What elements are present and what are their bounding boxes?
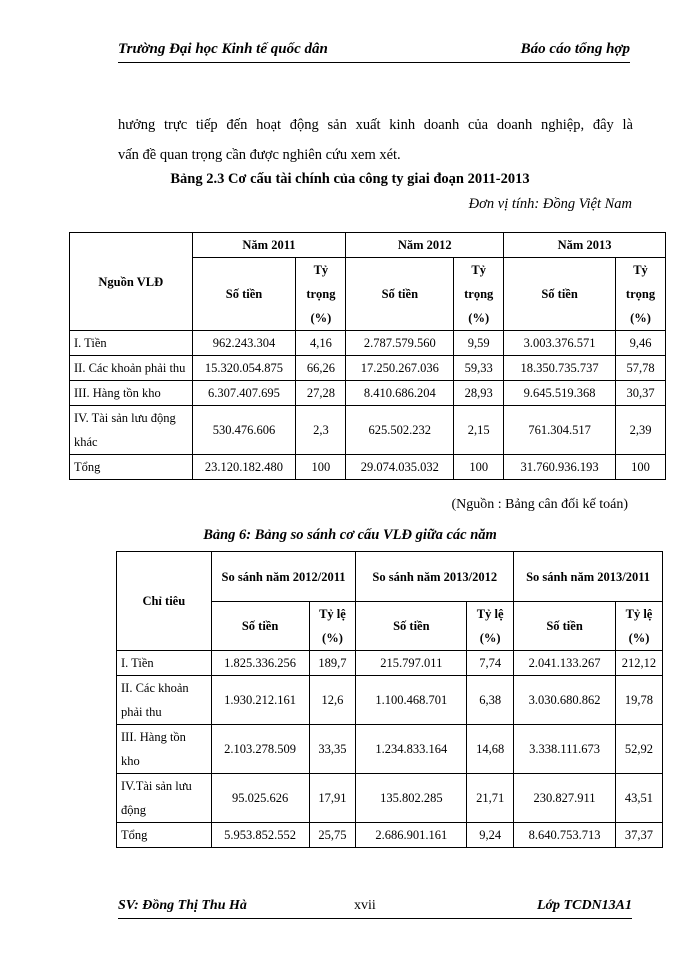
cell-amount: 230.827.911 (514, 774, 616, 823)
table2-col-amount: Số tiền (356, 602, 467, 651)
table1-col-ratio: Tỷ trọng (%) (454, 258, 504, 331)
cell-ratio: 52,92 (615, 725, 662, 774)
table1-year: Năm 2011 (192, 233, 346, 258)
table1-source: (Nguồn : Bảng cân đối kế toán) (451, 497, 628, 512)
cell-ratio: 14,68 (467, 725, 514, 774)
cell-ratio: 2,39 (616, 406, 666, 455)
table-financial-structure (69, 232, 666, 480)
table-row (117, 676, 663, 725)
row-label: Tổng (70, 455, 193, 480)
cell-amount: 18.350.735.737 (504, 356, 616, 381)
cell-amount: 8.410.686.204 (346, 381, 454, 406)
cell-ratio: 100 (296, 455, 346, 480)
table1-unit: Đơn vị tính: Đồng Việt Nam (468, 196, 632, 212)
cell-amount: 95.025.626 (211, 774, 309, 823)
page-number: xvii (354, 898, 376, 913)
row-label: I. Tiền (70, 331, 193, 356)
table2-group: So sánh năm 2013/2011 (514, 552, 663, 602)
cell-amount: 3.003.376.571 (504, 331, 616, 356)
table-row-total (117, 823, 663, 848)
table-row (117, 774, 663, 823)
cell-amount: 2.103.278.509 (211, 725, 309, 774)
table-row (70, 356, 666, 381)
body-paragraph (118, 110, 633, 170)
footer-class: Lớp TCDN13A1 (536, 898, 632, 913)
cell-amount: 215.797.011 (356, 651, 467, 676)
cell-ratio: 21,71 (467, 774, 514, 823)
cell-amount: 2.787.579.560 (346, 331, 454, 356)
cell-amount: 17.250.267.036 (346, 356, 454, 381)
table-row (117, 651, 663, 676)
cell-amount: 2.686.901.161 (356, 823, 467, 848)
paragraph-line-2: vấn đề quan trọng cần được nghiên cứu xem xét. (118, 147, 401, 163)
footer-student: SV: Đồng Thị Thu Hà (118, 898, 247, 913)
cell-ratio: 9,24 (467, 823, 514, 848)
cell-ratio: 17,91 (309, 774, 356, 823)
cell-ratio: 2,3 (296, 406, 346, 455)
cell-ratio: 33,35 (309, 725, 356, 774)
row-label: IV.Tài sản lưu động (117, 774, 212, 823)
row-label: III. Hàng tồn kho (117, 725, 212, 774)
cell-ratio: 4,16 (296, 331, 346, 356)
table2-col-ratio: Tỷ lệ (%) (467, 602, 514, 651)
cell-ratio: 212,12 (615, 651, 662, 676)
header-school: Trường Đại học Kinh tế quốc dân (118, 41, 328, 57)
table-comparison (116, 551, 663, 848)
cell-amount: 1.100.468.701 (356, 676, 467, 725)
table2-col-ratio: Tỷ lệ (%) (615, 602, 662, 651)
cell-ratio: 66,26 (296, 356, 346, 381)
row-label: I. Tiền (117, 651, 212, 676)
table2-row-header: Chỉ tiêu (117, 552, 212, 651)
table-row (70, 331, 666, 356)
table1-col-amount: Số tiền (192, 258, 296, 331)
cell-ratio: 30,37 (616, 381, 666, 406)
cell-ratio: 25,75 (309, 823, 356, 848)
cell-ratio: 12,6 (309, 676, 356, 725)
table1-year: Năm 2012 (346, 233, 504, 258)
cell-amount: 23.120.182.480 (192, 455, 296, 480)
cell-ratio: 19,78 (615, 676, 662, 725)
table2-group: So sánh năm 2012/2011 (211, 552, 356, 602)
row-label: II. Các khoản phải thu (70, 356, 193, 381)
cell-ratio: 28,93 (454, 381, 504, 406)
cell-amount: 1.930.212.161 (211, 676, 309, 725)
cell-ratio: 2,15 (454, 406, 504, 455)
page-header (118, 38, 630, 63)
table-row-total (70, 455, 666, 480)
cell-ratio: 59,33 (454, 356, 504, 381)
cell-ratio: 6,38 (467, 676, 514, 725)
cell-ratio: 43,51 (615, 774, 662, 823)
cell-ratio: 189,7 (309, 651, 356, 676)
cell-amount: 135.802.285 (356, 774, 467, 823)
table1-col-ratio: Tỷ trọng (%) (296, 258, 346, 331)
cell-ratio: 100 (616, 455, 666, 480)
table2-title: Bảng 6: Bảng so sánh cơ cấu VLĐ giữa các năm (203, 527, 497, 543)
table-row (117, 725, 663, 774)
paragraph-line-1: hưởng trực tiếp đến hoạt động sản xuất kinh doanh của doanh nghiệp, đây là (118, 117, 633, 133)
cell-amount: 761.304.517 (504, 406, 616, 455)
table2-col-amount: Số tiền (514, 602, 616, 651)
table-row (70, 381, 666, 406)
cell-amount: 962.243.304 (192, 331, 296, 356)
table1-row-header: Nguồn VLĐ (70, 233, 193, 331)
cell-amount: 3.030.680.862 (514, 676, 616, 725)
cell-amount: 6.307.407.695 (192, 381, 296, 406)
cell-amount: 2.041.133.267 (514, 651, 616, 676)
table2-col-amount: Số tiền (211, 602, 309, 651)
cell-ratio: 7,74 (467, 651, 514, 676)
cell-ratio: 9,59 (454, 331, 504, 356)
cell-amount: 8.640.753.713 (514, 823, 616, 848)
table2-col-ratio: Tỷ lệ (%) (309, 602, 356, 651)
table1-col-ratio: Tỷ trọng (%) (616, 258, 666, 331)
table-row (70, 406, 666, 455)
cell-amount: 1.234.833.164 (356, 725, 467, 774)
cell-amount: 9.645.519.368 (504, 381, 616, 406)
table1-year: Năm 2013 (504, 233, 666, 258)
cell-ratio: 27,28 (296, 381, 346, 406)
table1-col-amount: Số tiền (504, 258, 616, 331)
cell-ratio: 9,46 (616, 331, 666, 356)
row-label: III. Hàng tồn kho (70, 381, 193, 406)
row-label: IV. Tài sản lưu động khác (70, 406, 193, 455)
cell-amount: 625.502.232 (346, 406, 454, 455)
cell-amount: 3.338.111.673 (514, 725, 616, 774)
table1-title: Bảng 2.3 Cơ cấu tài chính của công ty giai đoạn 2011-2013 (170, 171, 530, 187)
cell-amount: 530.476.606 (192, 406, 296, 455)
row-label: Tổng (117, 823, 212, 848)
cell-amount: 15.320.054.875 (192, 356, 296, 381)
cell-ratio: 57,78 (616, 356, 666, 381)
cell-ratio: 100 (454, 455, 504, 480)
cell-ratio: 37,37 (615, 823, 662, 848)
table1-col-amount: Số tiền (346, 258, 454, 331)
row-label: II. Các khoản phải thu (117, 676, 212, 725)
header-report: Báo cáo tổng hợp (520, 41, 630, 57)
page-footer (118, 896, 632, 919)
cell-amount: 5.953.852.552 (211, 823, 309, 848)
cell-amount: 1.825.336.256 (211, 651, 309, 676)
table2-group: So sánh năm 2013/2012 (356, 552, 514, 602)
cell-amount: 29.074.035.032 (346, 455, 454, 480)
cell-amount: 31.760.936.193 (504, 455, 616, 480)
